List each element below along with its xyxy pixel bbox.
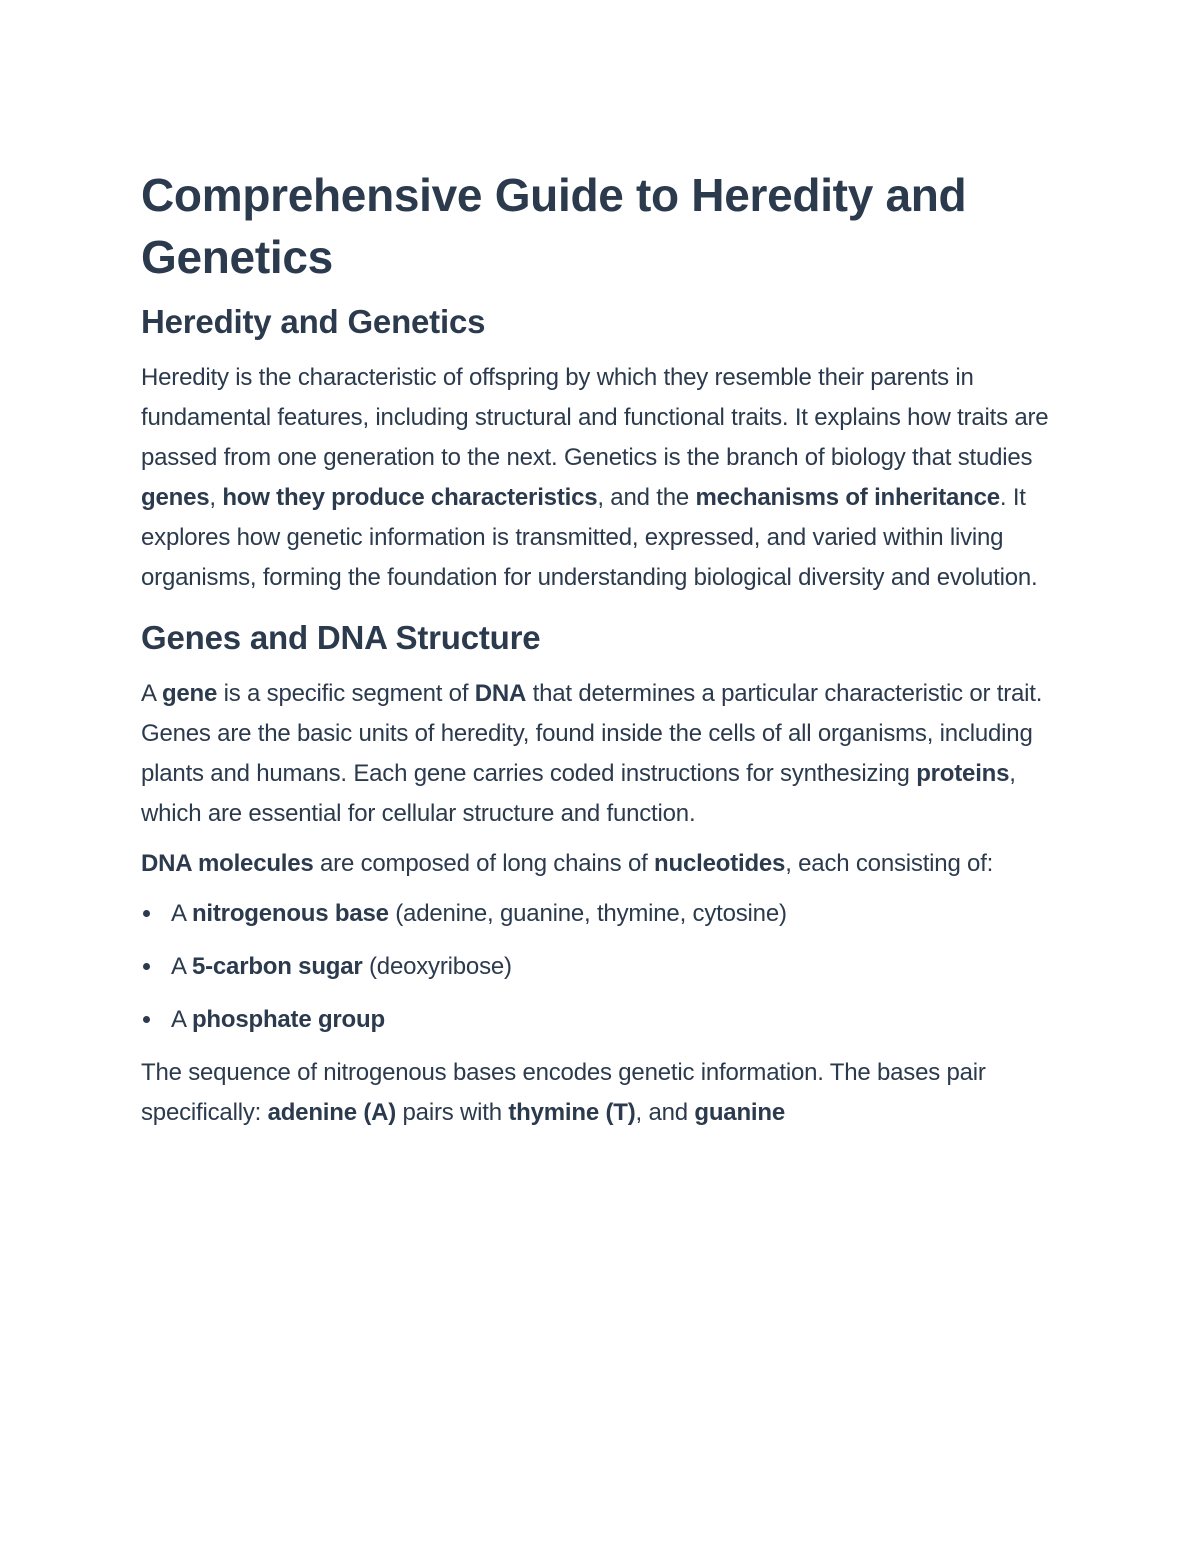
text-run: A [141,680,162,707]
document-title: Comprehensive Guide to Heredity and Genetics [141,169,967,283]
text-run: Heredity is the characteristic of offspring by which they resemble their parents in fundamental features, including structural and functional traits. It explains how traits are passed from one generation to the next. Genetics is the branch of biology that studies [141,364,1049,471]
bullet-icon [143,910,150,917]
bold-term-guanine: guanine [694,1099,785,1126]
bold-term: nitrogenous base [191,900,389,927]
bold-term-adenine: adenine (A) [267,1099,397,1126]
bold-term-nucleotides: nucleotides [654,850,786,877]
bold-term: phosphate group [191,1006,385,1033]
text-run: are composed of long chains of [313,850,655,877]
list-item [141,894,1071,934]
heredity-paragraph [141,358,1071,598]
text-run: , each consisting of: [785,850,994,877]
bold-term-proteins: proteins [916,760,1010,787]
bold-term: 5-carbon sugar [191,953,363,980]
text-run: , and [635,1099,695,1126]
text-run: A [171,953,192,980]
bullet-icon [143,963,150,970]
document-page [141,164,1071,1143]
bold-term-thymine: thymine (T) [508,1099,636,1126]
text-run: (adenine, guanine, thymine, cytosine) [388,900,787,927]
text-run: The sequence of nitrogenous bases encodes genetic information. The bases pair specifically: [141,1059,986,1126]
text-run: (deoxyribose) [362,953,512,980]
section-heading-genes-dna: Genes and DNA Structure [141,619,541,656]
bold-term-dna: DNA [474,680,527,707]
bold-term-dna-molecules: DNA molecules [141,850,314,877]
text-run: pairs with [396,1099,509,1126]
text-run: , which are essential for cellular structure and function. [141,760,1016,827]
text-run: , and the [597,484,696,511]
text-run: , [209,484,223,511]
bullet-icon [143,1016,150,1023]
base-pairing-paragraph [141,1053,1071,1133]
nucleotide-components-list [141,894,1071,1040]
bold-term-inheritance: mechanisms of inheritance [695,484,1000,511]
text-run: A [171,900,192,927]
text-run: that determines a particular characteristic or trait. Genes are the basic units of heredity, found inside the cells of all organisms, including plants and humans. Each gene carries coded instructions for synthesizing [141,680,1043,787]
text-run: A [171,1006,192,1033]
dna-molecules-paragraph [141,844,1071,884]
text-run: . It explores how genetic information is transmitted, expressed, and varied within living organisms, forming the foundation for understanding biological diversity and evolution. [141,484,1038,591]
list-item [141,947,1071,987]
text-run: is a specific segment of [217,680,475,707]
section-heading-heredity: Heredity and Genetics [141,303,486,340]
bold-term-genes: genes [141,484,210,511]
gene-definition-paragraph [141,674,1071,834]
bold-term-gene: gene [161,680,218,707]
bold-term-characteristics: how they produce characteristics [222,484,598,511]
list-item [141,1000,1071,1040]
